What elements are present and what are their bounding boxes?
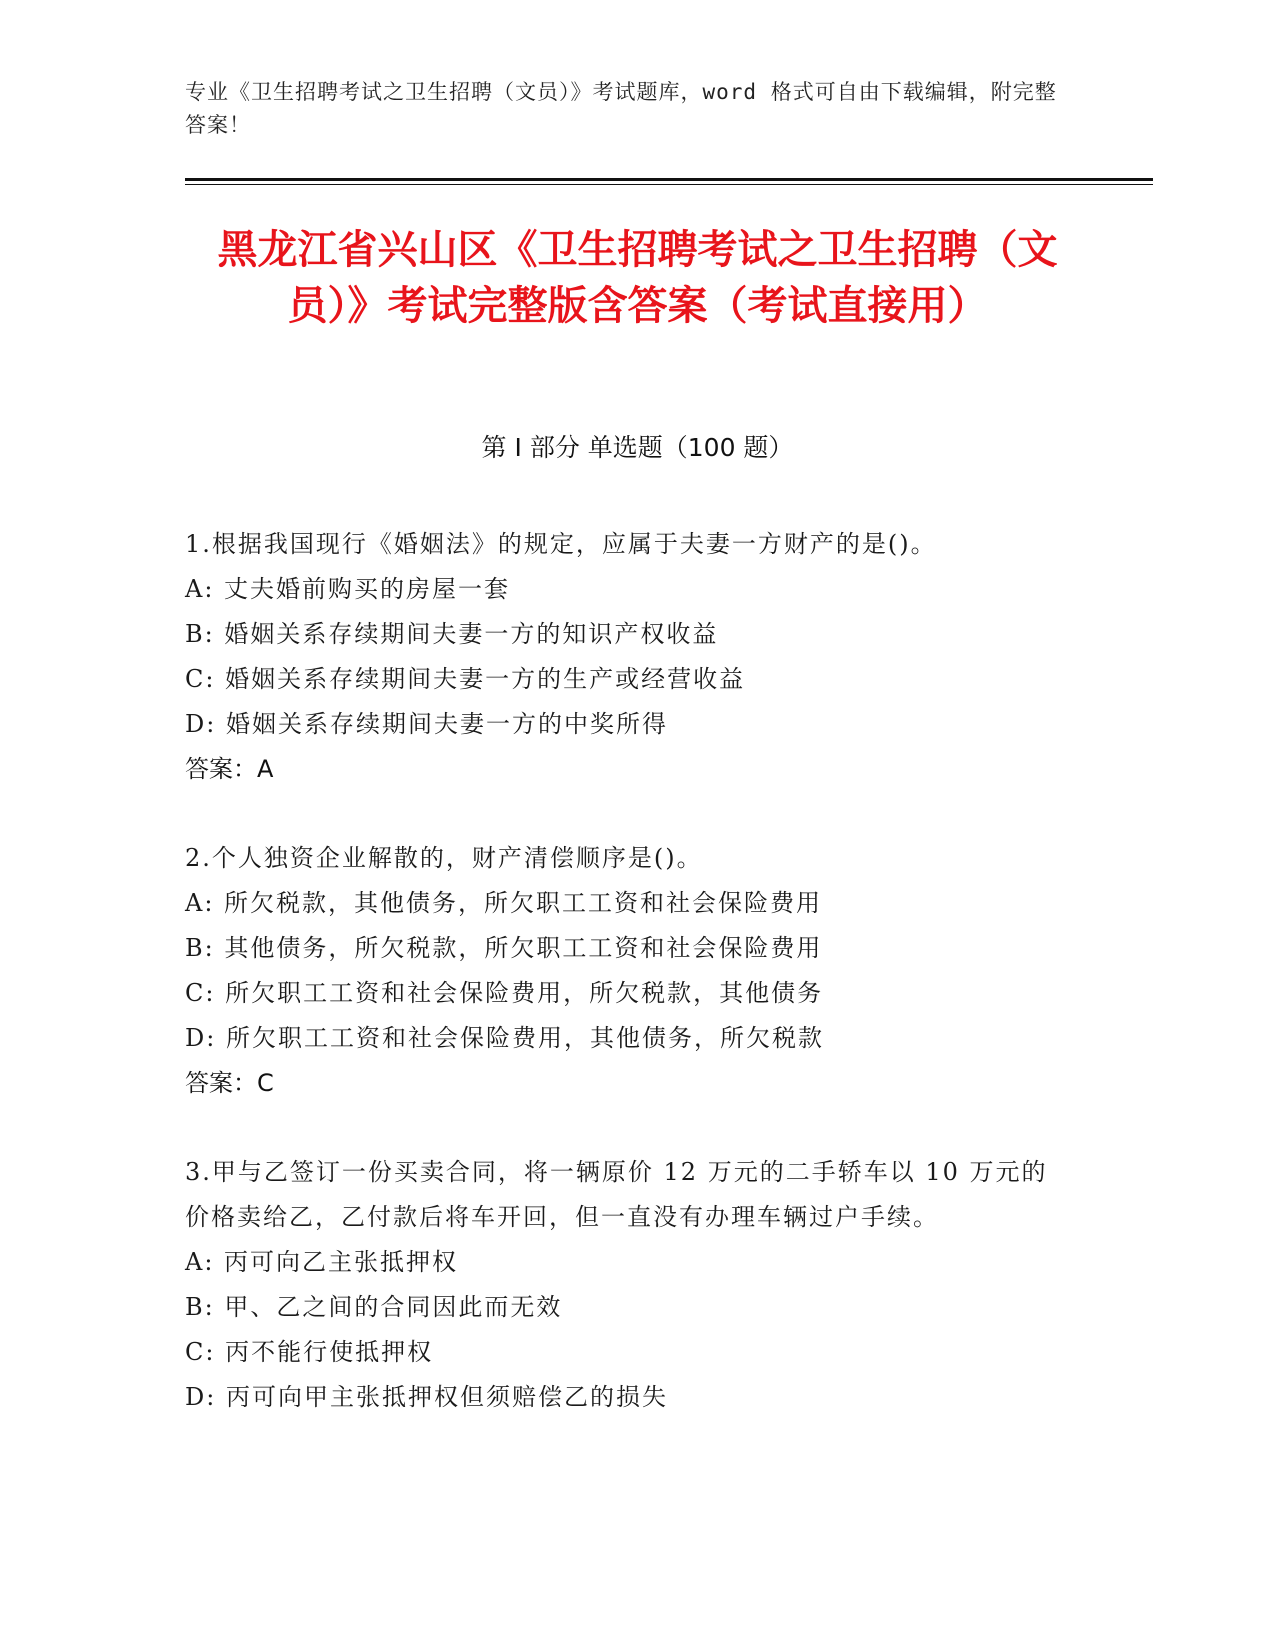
option-a: A: 所欠税款，其他债务，所欠职工工资和社会保险费用: [185, 889, 823, 917]
header-note: 专业《卫生招聘考试之卫生招聘（文员）》考试题库，word 格式可自由下载编辑，附完整答案！: [185, 80, 1057, 137]
option-b: B: 婚姻关系存续期间夫妻一方的知识产权收益: [185, 620, 719, 648]
option-c: C: 丙不能行使抵押权: [185, 1338, 434, 1366]
option-b: B: 甲、乙之间的合同因此而无效: [185, 1293, 563, 1321]
question-list: [185, 522, 1065, 1464]
question-stem: 3.甲与乙签订一份买卖合同，将一辆原价 12 万元的二手轿车以 10 万元的价格卖给乙，乙付款后将车开回，但一直没有办理车辆过户手续。: [185, 1158, 1048, 1231]
question-1: [185, 522, 1065, 792]
option-d: D: 婚姻关系存续期间夫妻一方的中奖所得: [185, 710, 668, 738]
option-c: C: 所欠职工工资和社会保险费用，所欠税款，其他债务: [185, 979, 824, 1007]
option-c: C: 婚姻关系存续期间夫妻一方的生产或经营收益: [185, 665, 746, 693]
option-d: D: 丙可向甲主张抵押权但须赔偿乙的损失: [185, 1383, 668, 1411]
option-a: A: 丙可向乙主张抵押权: [185, 1248, 459, 1276]
option-b: B: 其他债务，所欠税款，所欠职工工资和社会保险费用: [185, 934, 823, 962]
option-a: A: 丈夫婚前购买的房屋一套: [185, 575, 511, 603]
section-heading: 第 I 部分 单选题（100 题）: [481, 433, 794, 462]
question-stem: 1.根据我国现行《婚姻法》的规定，应属于夫妻一方财产的是()。: [185, 530, 937, 558]
question-stem: 2.个人独资企业解散的，财产清偿顺序是()。: [185, 844, 703, 872]
header-rule-thick: [185, 178, 1153, 181]
answer-label: 答案：A: [185, 755, 274, 783]
option-d: D: 所欠职工工资和社会保险费用，其他债务，所欠税款: [185, 1024, 824, 1052]
question-3: [185, 1150, 1065, 1420]
document-title: 黑龙江省兴山区《卫生招聘考试之卫生招聘（文员）》考试完整版含答案（考试直接用）: [217, 227, 1058, 329]
header-rule-thin: [185, 184, 1153, 185]
answer-label: 答案：C: [185, 1069, 274, 1097]
question-2: [185, 836, 1065, 1106]
